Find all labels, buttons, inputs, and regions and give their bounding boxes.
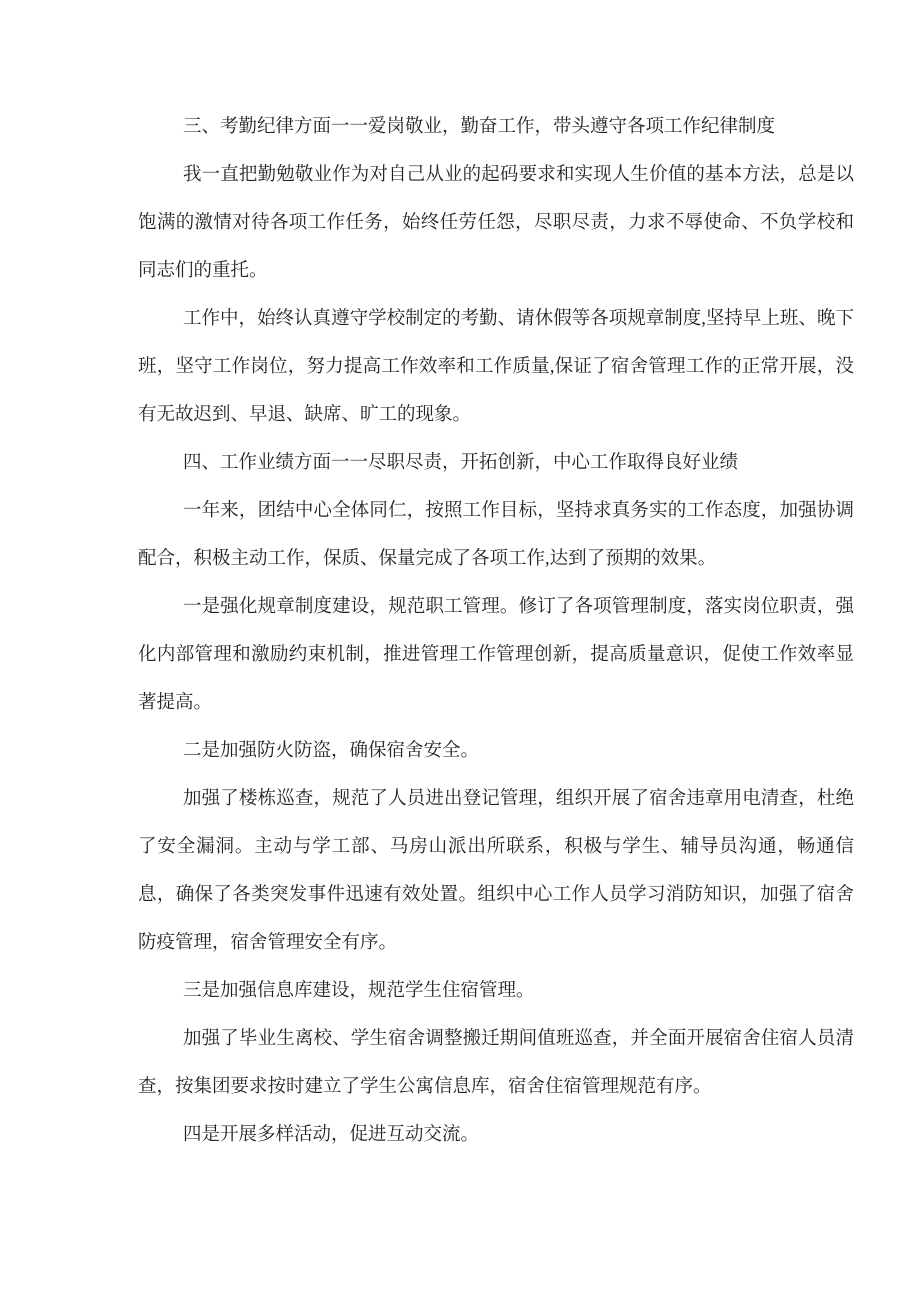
paragraph: 二是加强防火防盗，确保宿舍安全。 bbox=[183, 741, 480, 761]
paragraph: 一是强化规章制度建设，规范职工管理。修订了各项管理制度，落实岗位职责，强化内部管理和激励约束机制，推进管理工作管理创新，提高质量意识，促使工作效率显著提高。 bbox=[138, 597, 854, 713]
paragraph: 三是加强信息库建设，规范学生住宿管理。 bbox=[183, 981, 535, 1001]
paragraph: 我一直把勤勉敬业作为对自己从业的起码要求和实现人生价值的基本方法，总是以饱满的激情对待各项工作任务，始终任劳任怨，尽职尽责，力求不辱使命、不负学校和同志们的重托。 bbox=[138, 165, 854, 281]
section-heading: 四、工作业绩方面一一尽职尽责，开拓创新，中心工作取得良好业绩 bbox=[183, 453, 739, 473]
paragraph: 工作中，始终认真遵守学校制定的考勤、请休假等各项规章制度,坚持早上班、晚下班，坚守工作岗位，努力提高工作效率和工作质量,保证了宿舍管理工作的正常开展，没有无故迟到、早退、缺席、旷工的现象。 bbox=[138, 309, 854, 425]
section-heading: 三、考勤纪律方面一一爱岗敬业，勤奋工作，带头遵守各项工作纪律制度 bbox=[183, 117, 776, 137]
document-body bbox=[138, 103, 854, 1159]
paragraph: 加强了毕业生离校、学生宿舍调整搬迁期间值班巡查，并全面开展宿舍住宿人员清查，按集团要求按时建立了学生公寓信息库，宿舍住宿管理规范有序。 bbox=[138, 1029, 854, 1097]
paragraph: 加强了楼栋巡查，规范了人员进出登记管理，组织开展了宿舍违章用电清查，杜绝了安全漏洞。主动与学工部、马房山派出所联系，积极与学生、辅导员沟通，畅通信息，确保了各类突发事件迅速有效处置。组织中心工作人员学习消防知识，加强了宿舍防疫管理，宿舍管理安全有序。 bbox=[138, 789, 854, 953]
paragraph: 一年来，团结中心全体同仁，按照工作目标，坚持求真务实的工作态度，加强协调配合，积极主动工作，保质、保量完成了各项工作,达到了预期的效果。 bbox=[138, 501, 854, 569]
paragraph: 四是开展多样活动，促进互动交流。 bbox=[183, 1125, 480, 1145]
